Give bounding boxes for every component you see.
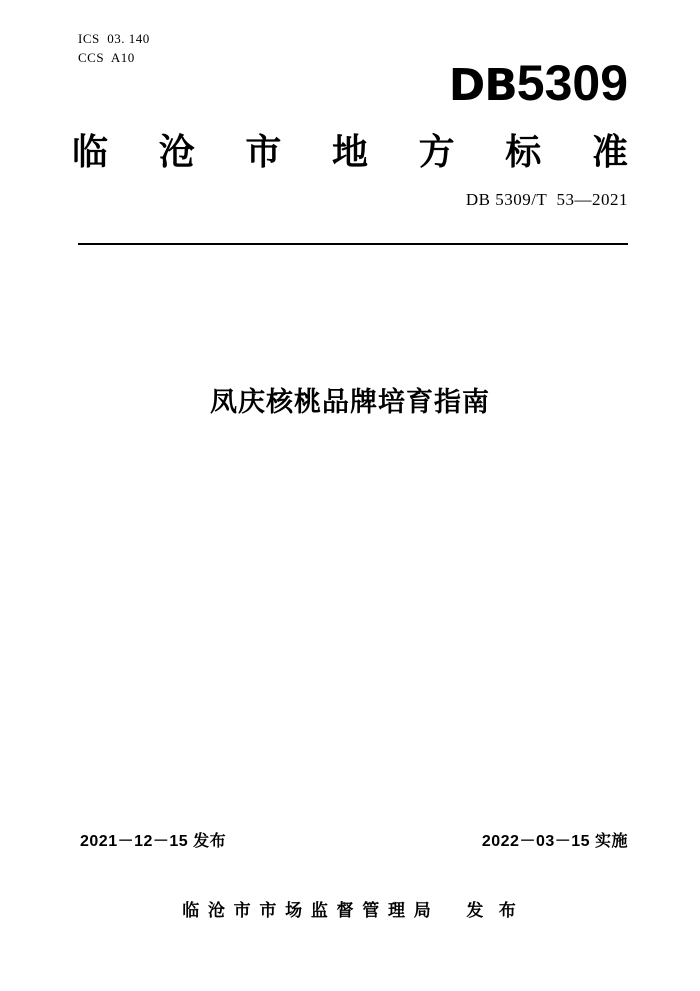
db-logo [448, 55, 628, 111]
standard-code: DB 5309/T 53—2021 [465, 190, 628, 209]
title-char: 准 [591, 131, 628, 172]
issue-date: 2021－12－15 发布 [80, 833, 227, 850]
title-char: 沧 [158, 131, 195, 172]
implementation-date: 2022－03－15 实施 [481, 833, 628, 850]
title-char: 临 [72, 131, 109, 172]
document-title: 凤庆核桃品牌培育指南 [210, 387, 490, 417]
title-char: 标 [505, 131, 542, 172]
title-char: 市 [245, 131, 282, 172]
db-number-text: 5309 [516, 55, 628, 111]
issuing-authority: 临 沧 市 市 场 监 督 管 理 局 发 布 [182, 901, 518, 920]
title-char: 方 [418, 131, 455, 172]
header-divider [78, 243, 628, 245]
ics-code: ICS 03. 140 [78, 31, 150, 46]
title-char: 地 [331, 131, 368, 172]
dates-row [80, 828, 628, 851]
db-mark-text: DB [448, 60, 517, 111]
standard-title [72, 124, 628, 175]
ccs-code: CCS A10 [78, 49, 135, 65]
classification-block [78, 30, 150, 68]
